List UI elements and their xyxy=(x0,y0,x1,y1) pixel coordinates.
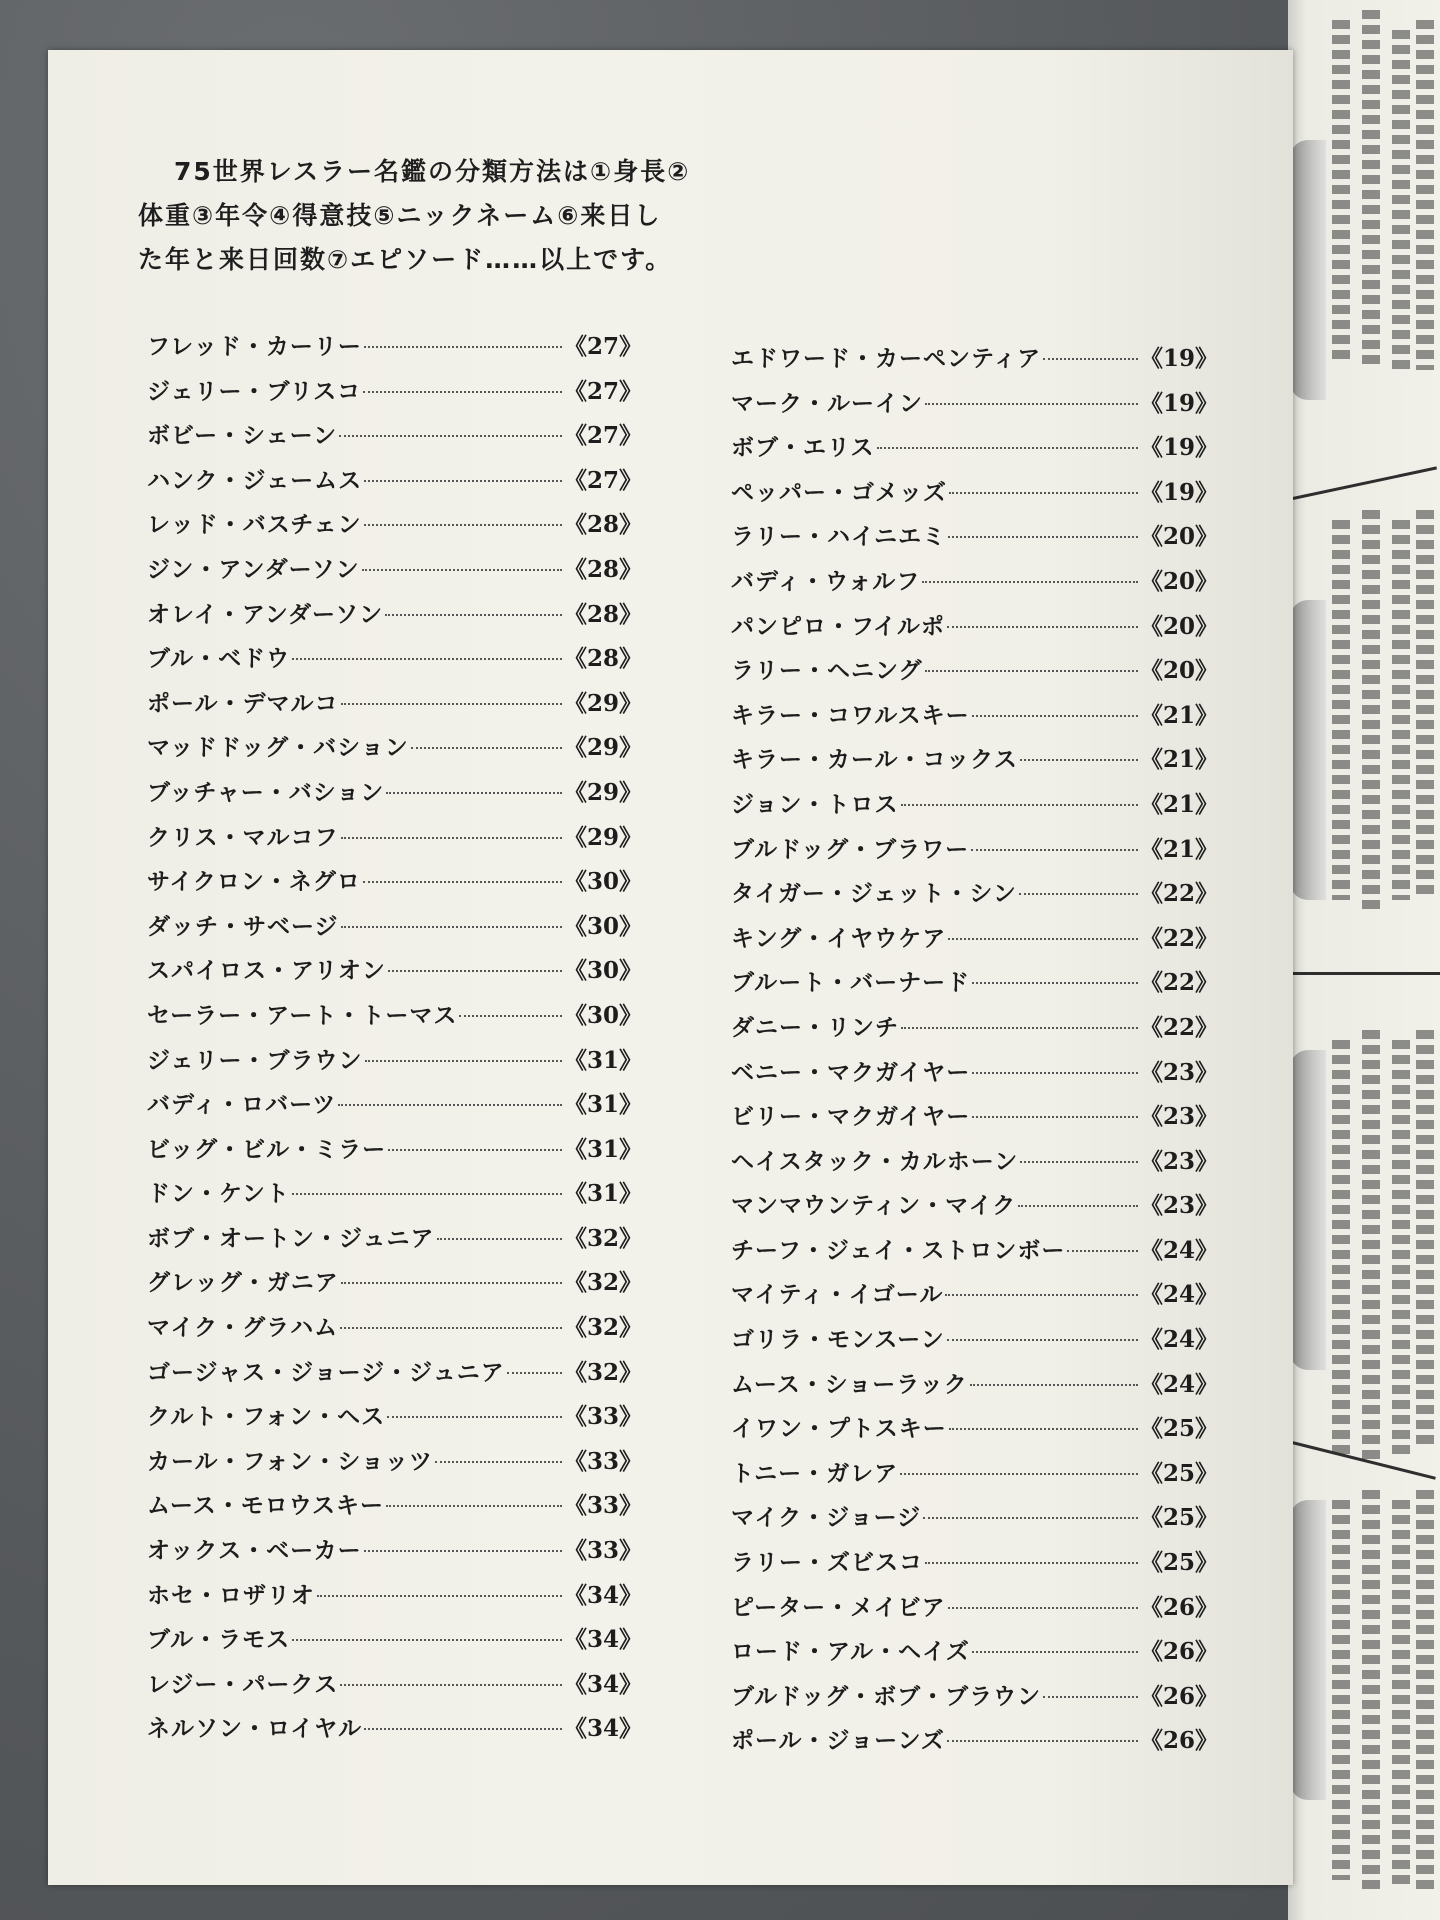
page-number: 《29》 xyxy=(563,689,642,717)
index-entry xyxy=(731,1054,1218,1099)
dot-leader xyxy=(877,446,1138,449)
dot-leader xyxy=(945,1293,1138,1296)
facing-page-photo xyxy=(1290,140,1326,400)
index-entry xyxy=(731,1098,1218,1143)
dot-leader xyxy=(365,1059,562,1062)
dot-leader xyxy=(1020,758,1138,761)
index-entry xyxy=(731,1276,1218,1321)
index-entry xyxy=(731,518,1218,563)
dot-leader xyxy=(949,491,1138,494)
wrestler-name: ベニー・マクガイヤー xyxy=(731,1059,971,1086)
index-entry xyxy=(731,563,1218,608)
intro-line: た年と来日回数⑦エピソード……以上です。 xyxy=(138,245,673,274)
wrestler-name: グレッグ・ガニア xyxy=(147,1270,339,1297)
index-entry xyxy=(731,1366,1218,1411)
page-number: 《31》 xyxy=(563,1135,642,1163)
index-entry xyxy=(731,1143,1218,1188)
page-number: 《33》 xyxy=(563,1492,642,1520)
dot-leader xyxy=(435,1460,562,1463)
dot-leader xyxy=(1019,892,1138,895)
dot-leader xyxy=(364,345,562,348)
page-number: 《29》 xyxy=(563,778,642,806)
page-number: 《26》 xyxy=(1139,1682,1218,1710)
index-entry xyxy=(731,1678,1218,1723)
facing-page xyxy=(1288,0,1440,1920)
index-entry xyxy=(147,1175,642,1220)
page-number: 《20》 xyxy=(1139,612,1218,640)
page-number: 《27》 xyxy=(563,422,642,450)
index-entry xyxy=(147,1042,642,1087)
wrestler-name: マイティ・イゴール xyxy=(731,1282,944,1309)
page-number: 《33》 xyxy=(563,1447,642,1475)
page-number: 《24》 xyxy=(1139,1326,1218,1354)
index-entry xyxy=(731,964,1218,1009)
facing-page-text xyxy=(1392,1040,1410,1460)
index-entry xyxy=(731,474,1218,519)
facing-page-text xyxy=(1392,520,1410,900)
page-number: 《29》 xyxy=(563,823,642,851)
dot-leader xyxy=(900,1472,1138,1475)
index-entry xyxy=(731,608,1218,653)
dot-leader xyxy=(340,1683,562,1686)
dot-leader xyxy=(341,925,562,928)
wrestler-name: マンマウンティン・マイク xyxy=(731,1193,1017,1220)
index-entry xyxy=(731,1009,1218,1054)
dot-leader xyxy=(362,568,562,571)
dot-leader xyxy=(972,1115,1138,1118)
index-entry xyxy=(147,1398,642,1443)
index-entry xyxy=(731,697,1218,742)
dot-leader xyxy=(341,836,562,839)
index-entry xyxy=(147,1577,642,1622)
wrestler-name: セーラー・アート・トーマス xyxy=(147,1002,458,1029)
facing-page-photo xyxy=(1290,600,1326,900)
dot-leader xyxy=(385,613,562,616)
wrestler-name: レジー・パークス xyxy=(147,1671,339,1698)
index-entry xyxy=(147,1443,642,1488)
facing-page-rule xyxy=(1288,972,1440,975)
wrestler-name: ブルドッグ・ボブ・ブラウン xyxy=(731,1683,1042,1710)
wrestler-name: クリス・マルコフ xyxy=(147,824,339,851)
dot-leader xyxy=(338,1103,562,1106)
wrestler-name: マイク・グラハム xyxy=(147,1315,339,1342)
wrestler-name: スパイロス・アリオン xyxy=(147,958,386,985)
wrestler-name: サイクロン・ネグロ xyxy=(147,869,361,896)
page-number: 《31》 xyxy=(563,1091,642,1119)
page-number: 《31》 xyxy=(563,1180,642,1208)
dot-leader xyxy=(947,1739,1138,1742)
page-number: 《20》 xyxy=(1139,567,1218,595)
index-entry xyxy=(147,596,642,641)
dot-leader xyxy=(1043,357,1138,360)
dot-leader xyxy=(388,969,562,972)
index-entry xyxy=(147,685,642,730)
wrestler-name: ジェリー・ブリスコ xyxy=(147,378,362,405)
index-entry xyxy=(147,417,642,462)
index-entry xyxy=(147,819,642,864)
page-number: 《20》 xyxy=(1139,523,1218,551)
wrestler-name: バディ・ロバーツ xyxy=(147,1092,337,1119)
wrestler-name: クルト・フォン・ヘス xyxy=(147,1404,386,1431)
page-number: 《30》 xyxy=(563,1001,642,1029)
wrestler-name: ボビー・シェーン xyxy=(147,423,338,450)
page-number: 《25》 xyxy=(1139,1549,1218,1577)
wrestler-name: エドワード・カーペンティア xyxy=(731,346,1042,372)
page-number: 《28》 xyxy=(563,600,642,628)
dot-leader xyxy=(949,1427,1138,1430)
wrestler-name: ブッチャー・バション xyxy=(147,779,385,806)
index-entry xyxy=(147,729,642,774)
page-number: 《27》 xyxy=(563,466,642,494)
page-number: 《32》 xyxy=(563,1314,642,1342)
facing-page-text xyxy=(1416,1030,1434,1450)
index-entry xyxy=(147,1354,642,1399)
index-entry xyxy=(731,1544,1218,1589)
wrestler-name: ラリー・ズビスコ xyxy=(731,1550,923,1577)
dot-leader xyxy=(341,702,562,705)
index-column-right xyxy=(731,340,1218,1767)
page-number: 《27》 xyxy=(563,333,642,360)
dot-leader xyxy=(925,402,1138,405)
index-entry xyxy=(731,1410,1218,1455)
facing-page-text xyxy=(1362,10,1380,370)
dot-leader xyxy=(972,1071,1138,1074)
dot-leader xyxy=(901,1026,1138,1029)
wrestler-name: ラリー・ハイニエミ xyxy=(731,524,947,551)
page-number: 《24》 xyxy=(1139,1281,1218,1309)
page-number: 《24》 xyxy=(1139,1370,1218,1398)
wrestler-name: ビッグ・ビル・ミラー xyxy=(147,1136,387,1163)
page-number: 《28》 xyxy=(563,555,642,583)
page-number: 《32》 xyxy=(563,1224,642,1252)
wrestler-name: ビリー・マクガイヤー xyxy=(731,1104,971,1131)
index-entry xyxy=(147,1220,642,1265)
index-entry xyxy=(731,1722,1218,1767)
wrestler-name: ジェリー・ブラウン xyxy=(147,1047,363,1074)
page-number: 《33》 xyxy=(563,1403,642,1431)
page-number: 《30》 xyxy=(563,868,642,896)
index-entry xyxy=(147,997,642,1042)
index-entry xyxy=(731,741,1218,786)
dot-leader xyxy=(1043,1695,1138,1698)
wrestler-name: ダッチ・サベージ xyxy=(147,913,339,940)
dot-leader xyxy=(317,1594,562,1597)
index-entry xyxy=(731,1633,1218,1678)
wrestler-name: ゴリラ・モンスーン xyxy=(731,1327,945,1354)
wrestler-name: キラー・コワルスキー xyxy=(731,702,970,729)
dot-leader xyxy=(364,1549,562,1552)
page-number: 《34》 xyxy=(563,1626,642,1654)
intro-line: 体重③年令④得意技⑤ニックネーム⑥来日し xyxy=(138,201,662,230)
dot-leader xyxy=(972,714,1138,717)
index-entry xyxy=(731,652,1218,697)
dot-leader xyxy=(901,803,1138,806)
page-number: 《22》 xyxy=(1139,880,1218,908)
facing-page-text xyxy=(1392,1500,1410,1890)
index-entry xyxy=(147,373,642,418)
wrestler-name: カール・フォン・ショッツ xyxy=(147,1448,433,1475)
wrestler-name: マーク・ルーイン xyxy=(731,390,923,417)
dot-leader xyxy=(970,1383,1138,1386)
wrestler-name: ポール・デマルコ xyxy=(147,690,339,717)
intro-paragraph xyxy=(138,150,758,282)
page-number: 《34》 xyxy=(563,1715,642,1743)
dot-leader xyxy=(947,625,1138,628)
index-entry xyxy=(147,551,642,596)
wrestler-name: ピーター・メイビア xyxy=(731,1594,946,1621)
dot-leader xyxy=(971,848,1138,851)
index-entry xyxy=(147,1309,642,1354)
index-entry xyxy=(731,831,1218,876)
wrestler-name: マッドドッグ・バション xyxy=(147,735,409,762)
wrestler-name: ボブ・オートン・ジュニア xyxy=(147,1225,435,1252)
page-number: 《23》 xyxy=(1139,1058,1218,1086)
facing-page-text xyxy=(1416,1490,1434,1890)
page-number: 《25》 xyxy=(1139,1504,1218,1532)
index-entry xyxy=(147,506,642,551)
wrestler-name: ブル・ベドウ xyxy=(147,646,291,673)
wrestler-name: キング・イヤウケア xyxy=(731,925,947,952)
dot-leader xyxy=(947,1338,1138,1341)
index-entry xyxy=(147,1666,642,1711)
dot-leader xyxy=(948,535,1138,538)
facing-page-text xyxy=(1416,510,1434,900)
wrestler-name: ラリー・ヘニング xyxy=(731,658,923,685)
page-number: 《23》 xyxy=(1139,1103,1218,1131)
page-number: 《28》 xyxy=(563,645,642,673)
facing-page-text xyxy=(1332,20,1350,360)
page-number: 《22》 xyxy=(1139,1013,1218,1041)
page-number: 《21》 xyxy=(1139,701,1218,729)
page-number: 《22》 xyxy=(1139,969,1218,997)
wrestler-name: ホセ・ロザリオ xyxy=(147,1582,315,1609)
page-number: 《25》 xyxy=(1139,1459,1218,1487)
facing-page-text xyxy=(1332,1500,1350,1880)
wrestler-name: バディ・ウォルフ xyxy=(731,568,921,595)
dot-leader xyxy=(364,1727,562,1730)
facing-page-photo xyxy=(1290,1500,1326,1800)
dot-leader xyxy=(1018,1204,1138,1207)
dot-leader xyxy=(363,880,562,883)
dot-leader xyxy=(1020,1160,1138,1163)
wrestler-name: タイガー・ジェット・シン xyxy=(731,881,1017,908)
dot-leader xyxy=(925,669,1138,672)
dot-leader xyxy=(341,1281,562,1284)
wrestler-name: ドン・ケント xyxy=(147,1181,290,1208)
index-entry xyxy=(731,1187,1218,1232)
page-number: 《23》 xyxy=(1139,1192,1218,1220)
wrestler-name: キラー・カール・コックス xyxy=(731,747,1018,774)
facing-page-text xyxy=(1362,510,1380,910)
wrestler-name: ボブ・エリス xyxy=(731,435,875,462)
page-number: 《21》 xyxy=(1139,746,1218,774)
dot-leader xyxy=(386,791,562,794)
index-entry xyxy=(147,640,642,685)
page-number: 《30》 xyxy=(563,912,642,940)
index-entry xyxy=(147,1131,642,1176)
dot-leader xyxy=(387,1415,562,1418)
page-number: 《23》 xyxy=(1139,1147,1218,1175)
dot-leader xyxy=(948,937,1138,940)
index-entry xyxy=(731,875,1218,920)
page-number: 《33》 xyxy=(563,1537,642,1565)
page-number: 《26》 xyxy=(1139,1593,1218,1621)
facing-page-rule xyxy=(1288,466,1437,501)
page-number: 《19》 xyxy=(1139,345,1218,372)
index-entry xyxy=(731,429,1218,474)
index-entry xyxy=(147,774,642,819)
facing-page-photo xyxy=(1290,1050,1326,1370)
wrestler-name: ペッパー・ゴメッズ xyxy=(731,479,947,506)
dot-leader xyxy=(922,580,1138,583)
page-number: 《28》 xyxy=(563,511,642,539)
index-entry xyxy=(731,1232,1218,1277)
index-entry xyxy=(731,1499,1218,1544)
page-number: 《34》 xyxy=(563,1670,642,1698)
dot-leader xyxy=(292,657,562,660)
index-entry xyxy=(731,1321,1218,1366)
page-number: 《21》 xyxy=(1139,790,1218,818)
page-number: 《31》 xyxy=(563,1046,642,1074)
page-number: 《22》 xyxy=(1139,924,1218,952)
index-entry xyxy=(147,462,642,507)
wrestler-name: ポール・ジョーンズ xyxy=(731,1728,945,1755)
page-number: 《27》 xyxy=(563,377,642,405)
intro-line: 75世界レスラー名鑑の分類方法は①身長② xyxy=(174,157,691,186)
wrestler-name: ムース・モロウスキー xyxy=(147,1493,385,1520)
facing-page-text xyxy=(1362,1030,1380,1460)
index-entry xyxy=(147,908,642,953)
wrestler-name: ブルート・バーナード xyxy=(731,970,971,997)
dot-leader xyxy=(292,1192,562,1195)
page-number: 《30》 xyxy=(563,957,642,985)
page-number: 《21》 xyxy=(1139,835,1218,863)
dot-leader xyxy=(386,1504,562,1507)
dot-leader xyxy=(507,1371,562,1374)
dot-leader xyxy=(388,1148,562,1151)
dot-leader xyxy=(364,523,562,526)
wrestler-name: ロード・アル・ヘイズ xyxy=(731,1639,970,1666)
index-entry xyxy=(731,920,1218,965)
page-number: 《26》 xyxy=(1139,1638,1218,1666)
index-entry xyxy=(731,1455,1218,1500)
wrestler-name: チーフ・ジェイ・ストロンボー xyxy=(731,1237,1066,1264)
index-entry xyxy=(731,786,1218,831)
wrestler-name: ブルドッグ・ブラワー xyxy=(731,836,970,863)
wrestler-name: パンピロ・フイルポ xyxy=(731,613,945,640)
facing-page-text xyxy=(1332,1040,1350,1460)
page-number: 《26》 xyxy=(1139,1727,1218,1755)
index-entry xyxy=(147,1487,642,1532)
page-number: 《29》 xyxy=(563,734,642,762)
index-column-left xyxy=(147,328,642,1755)
page-number: 《19》 xyxy=(1139,389,1218,417)
dot-leader xyxy=(411,746,562,749)
dot-leader xyxy=(972,1650,1138,1653)
dot-leader xyxy=(948,1606,1138,1609)
dot-leader xyxy=(923,1516,1138,1519)
facing-page-text xyxy=(1392,30,1410,370)
wrestler-name: ネルソン・ロイヤル xyxy=(147,1716,363,1743)
wrestler-name: イワン・プトスキー xyxy=(731,1416,947,1443)
index-entry xyxy=(147,952,642,997)
index-entry xyxy=(147,863,642,908)
dot-leader xyxy=(1067,1249,1138,1252)
index-entry xyxy=(731,1589,1218,1634)
wrestler-name: トニー・ガレア xyxy=(731,1460,899,1487)
index-entry xyxy=(147,328,642,373)
facing-page-text xyxy=(1416,20,1434,370)
index-entry xyxy=(147,1086,642,1131)
page-number: 《32》 xyxy=(563,1358,642,1386)
dot-leader xyxy=(364,479,562,482)
page-number: 《19》 xyxy=(1139,478,1218,506)
dot-leader xyxy=(292,1638,562,1641)
page-number: 《25》 xyxy=(1139,1415,1218,1443)
dot-leader xyxy=(339,434,562,437)
page-number: 《34》 xyxy=(563,1581,642,1609)
page-number: 《20》 xyxy=(1139,657,1218,685)
index-entry xyxy=(147,1532,642,1577)
dot-leader xyxy=(363,390,562,393)
page-number: 《32》 xyxy=(563,1269,642,1297)
wrestler-name: レッド・バスチェン xyxy=(147,512,362,539)
page-number: 《24》 xyxy=(1139,1236,1218,1264)
wrestler-name: ダニー・リンチ xyxy=(731,1014,899,1041)
wrestler-name: ムース・ショーラック xyxy=(731,1371,968,1398)
index-entry xyxy=(147,1621,642,1666)
dot-leader xyxy=(437,1237,562,1240)
index-entry xyxy=(147,1264,642,1309)
dot-leader xyxy=(972,981,1138,984)
index-entry xyxy=(147,1710,642,1755)
wrestler-name: ヘイスタック・カルホーン xyxy=(731,1148,1019,1175)
wrestler-name: オックス・ベーカー xyxy=(147,1538,362,1565)
page-number: 《19》 xyxy=(1139,434,1218,462)
dot-leader xyxy=(925,1561,1138,1564)
wrestler-name: ハンク・ジェームス xyxy=(147,467,363,494)
wrestler-name: オレイ・アンダーソン xyxy=(147,601,384,628)
wrestler-name: フレッド・カーリー xyxy=(147,334,362,360)
index-entry xyxy=(731,385,1218,430)
index-entry xyxy=(731,340,1218,385)
dot-leader xyxy=(459,1014,562,1017)
facing-page-text xyxy=(1332,520,1350,900)
wrestler-name: ジン・アンダーソン xyxy=(147,556,360,583)
facing-page-text xyxy=(1362,1490,1380,1890)
wrestler-name: ジョン・トロス xyxy=(731,791,899,818)
wrestler-name: マイク・ジョージ xyxy=(731,1505,922,1532)
dot-leader xyxy=(340,1326,562,1329)
wrestler-name: ゴージャス・ジョージ・ジュニア xyxy=(147,1359,505,1386)
wrestler-name: ブル・ラモス xyxy=(147,1627,291,1654)
